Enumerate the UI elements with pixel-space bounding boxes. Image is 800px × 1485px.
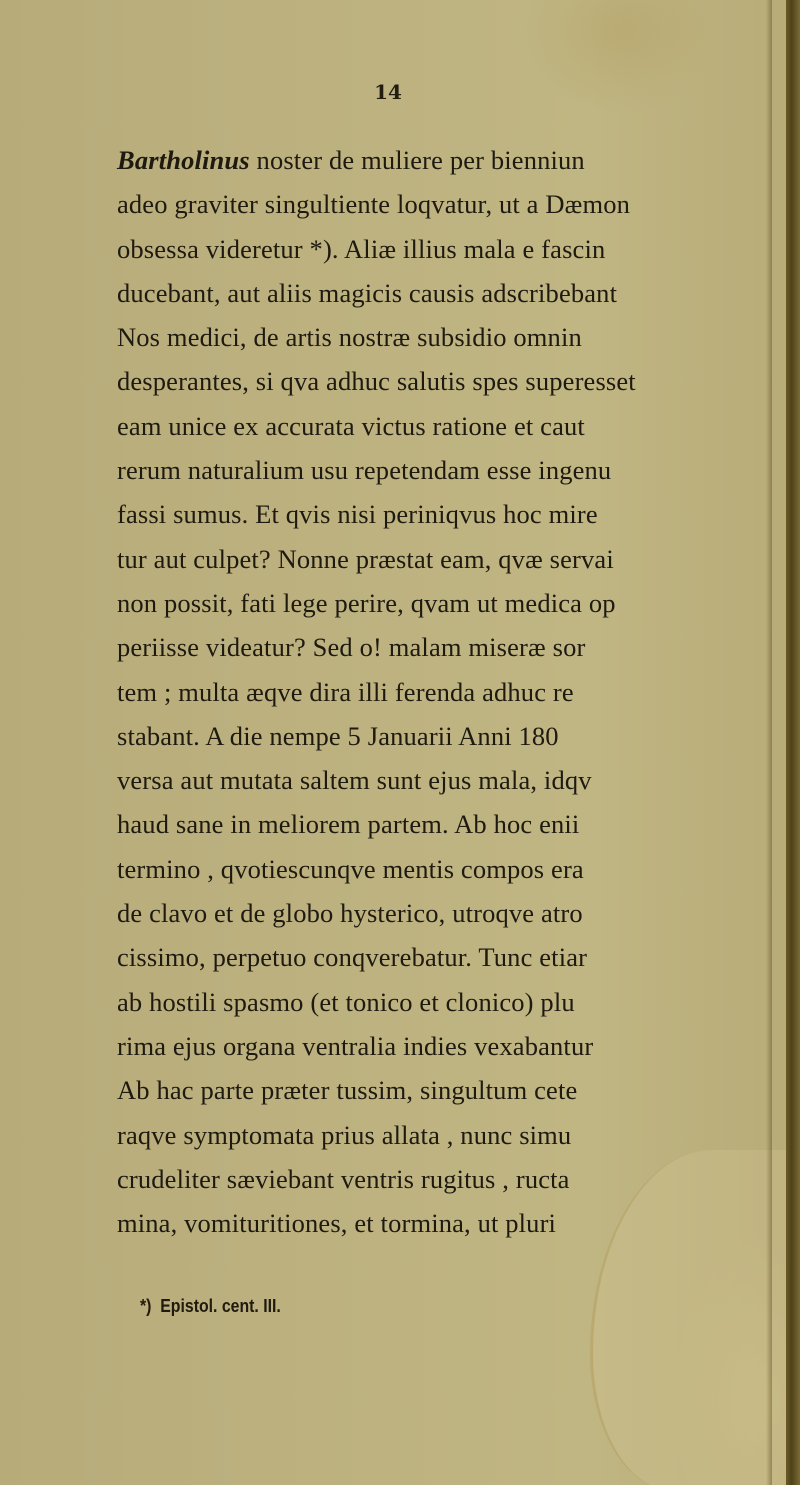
page-number: 14 — [374, 80, 402, 104]
text-line: obsessa videretur *). Aliæ illius mala e fascin — [117, 233, 606, 264]
body-text — [117, 138, 786, 1245]
text-line: periisse videatur? Sed o! malam miseræ sor — [117, 632, 586, 663]
text-line: mina, vomituritiones, et tormina, ut pluri — [117, 1208, 557, 1239]
text-line: fassi sumus. Et qvis nisi periniqvus hoc mire — [117, 499, 598, 530]
text-line: cissimo, perpetuo conqverebatur. Tunc etiar — [117, 942, 588, 973]
footnote-marker: *) — [140, 1296, 152, 1316]
text-line: rerum naturalium usu repetendam esse ingenu — [117, 455, 612, 486]
text-line: non possit, fati lege perire, qvam ut medica op — [117, 587, 616, 618]
binding-shadow — [766, 0, 772, 1485]
text-line: ab hostili spasmo (et tonico et clonico) plu — [117, 986, 575, 1017]
footnote-text: Epistol. cent. III. — [160, 1296, 281, 1316]
text-line: desperantes, si qva adhuc salutis spes superesset — [117, 366, 636, 397]
text-line: eam unice ex accurata victus ratione et caut — [117, 410, 585, 441]
text-line: termino , qvotiescunqve mentis compos era — [117, 853, 584, 884]
text-line: Ab hac parte præter tussim, singultum cete — [117, 1075, 578, 1106]
text-line: de clavo et de globo hysterico, utroqve atro — [117, 898, 583, 929]
text-line: Nos medici, de artis nostræ subsidio omnin — [117, 322, 582, 353]
text-line: raqve symptomata prius allata , nunc simu — [117, 1119, 572, 1150]
text-line: versa aut mutata saltem sunt ejus mala, idqv — [117, 765, 592, 796]
author-name: Bartholinus — [117, 145, 250, 175]
text-line: haud sane in meliorem partem. Ab hoc enii — [117, 809, 580, 840]
footnote — [140, 1296, 281, 1317]
text-line: tur aut culpet? Nonne præstat eam, qvæ servai — [117, 543, 614, 574]
text-line: tem ; multa æqve dira illi ferenda adhuc re — [117, 676, 574, 707]
book-binding-edge — [786, 0, 800, 1485]
text-line: adeo graviter singultiente loqvatur, ut a Dæmon — [117, 189, 631, 220]
text-line-1-rest: noster de muliere per bienniun — [249, 145, 585, 175]
text-line: crudeliter sæviebant ventris rugitus , ructa — [117, 1163, 570, 1194]
text-line-1 — [117, 138, 786, 182]
text-line: stabant. A die nempe 5 Januarii Anni 180 — [117, 720, 559, 751]
text-line: ducebant, aut aliis magicis causis adscribebant — [117, 277, 618, 308]
text-line: rima ejus organa ventralia indies vexabantur — [117, 1030, 594, 1061]
